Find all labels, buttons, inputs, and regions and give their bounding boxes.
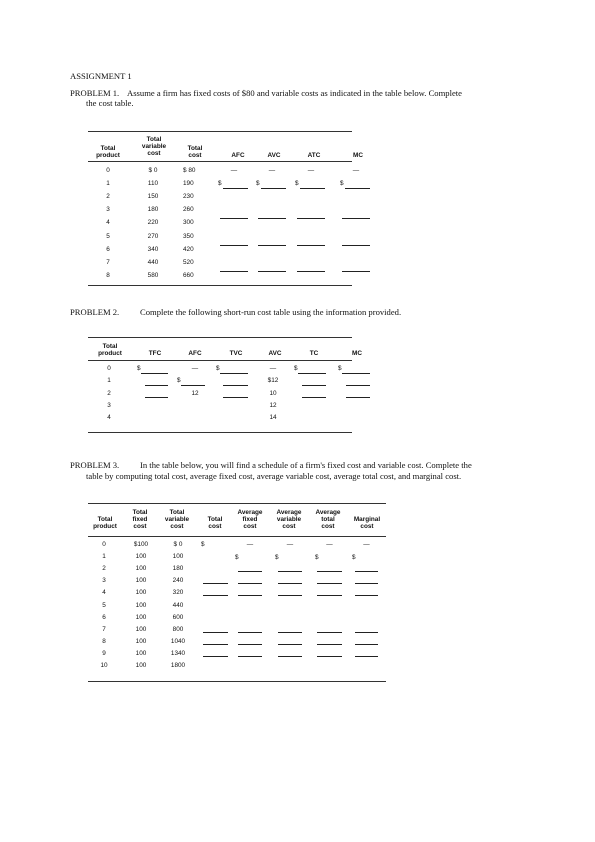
p1-blank-avc[interactable] (258, 271, 286, 272)
p3-blank-atc[interactable] (317, 656, 342, 657)
p1-cell-tc: 190 (183, 180, 194, 188)
p2-cell-tc-dollar: $ (294, 365, 298, 372)
p3-cell-tfc: 100 (135, 589, 147, 597)
p3-header-tvc: Total variable cost (164, 509, 190, 530)
p3-cell-total-product: 10 (100, 662, 108, 669)
p3-cell-total-product: 2 (102, 565, 106, 573)
p3-header-mc: Marginal cost (353, 516, 381, 530)
problem3-header-rule (88, 536, 386, 537)
p2-cell-mc-dollar: $ (338, 365, 342, 372)
p3-cell-tfc: 100 (135, 662, 147, 669)
p3-cell-tvc: 1800 (170, 662, 186, 669)
p1-cell-tvc: 340 (147, 245, 159, 253)
p2-cell-afc: — (191, 365, 199, 372)
p3-header-avc: Average variable cost (276, 509, 302, 530)
p2-cell-tfc-dollar: $ (137, 365, 141, 372)
p1-cell-total-product: 7 (106, 258, 110, 266)
p2-cell-avc: — (269, 365, 277, 372)
p1-blank-afc[interactable] (223, 188, 248, 189)
p3-blank-afc[interactable] (238, 571, 262, 572)
p2-blank-tfc[interactable] (141, 373, 168, 374)
p1-header-total-product: Total product (96, 145, 120, 159)
p3-blank-afc[interactable] (238, 632, 262, 633)
problem2-bottom-rule (88, 432, 352, 433)
p3-cell-tfc: 100 (135, 613, 147, 621)
p1-blank-atc[interactable] (297, 245, 325, 246)
p1-blank-afc[interactable] (220, 218, 248, 219)
p3-cell-total-product: 6 (102, 613, 106, 621)
problem1-text-line1: Assume a firm has fixed costs of $80 and variable costs as indicated in the table below. Complete (127, 88, 462, 98)
p3-blank-mc[interactable] (355, 656, 378, 657)
p1-cell-tc: 350 (183, 232, 194, 240)
p1-cell-avc-dollar: $ (256, 180, 260, 188)
p1-cell-afc-dollar: $ (218, 180, 222, 188)
p3-blank-afc[interactable] (238, 583, 262, 584)
p2-cell-total-product: 4 (107, 414, 111, 422)
p3-cell-total-product: 8 (102, 637, 106, 645)
p2-blank-tfc[interactable] (145, 397, 168, 398)
p3-cell-tfc: $100 (133, 541, 149, 548)
problem1-header-rule (88, 161, 352, 162)
p1-blank-atc[interactable] (297, 271, 325, 272)
p3-cell-total-product: 7 (102, 625, 106, 633)
p1-blank-mc[interactable] (342, 271, 370, 272)
p3-cell-afc-dollar: $ (235, 554, 239, 562)
problem3-text-line1: In the table below, you will find a schedule of a firm's fixed cost and variable cost. Complete the (140, 460, 472, 470)
p3-blank-tc[interactable] (203, 632, 228, 633)
problem1-bottom-rule (88, 285, 352, 286)
p2-header-avc: AVC (268, 350, 282, 357)
p2-blank-tvc[interactable] (220, 373, 248, 374)
p3-cell-tfc: 100 (135, 553, 147, 561)
p1-cell-tvc: $ 0 (148, 167, 158, 174)
p3-cell-tvc: 1040 (170, 637, 186, 645)
p1-cell-total-product: 4 (106, 219, 110, 227)
p3-blank-atc[interactable] (317, 571, 342, 572)
p3-cell-atc-dash: — (326, 541, 333, 548)
p3-cell-tvc: 180 (172, 565, 184, 573)
p1-cell-mc-dollar: $ (340, 180, 344, 188)
p3-blank-avc[interactable] (278, 583, 302, 584)
p1-blank-atc[interactable] (297, 218, 325, 219)
p3-blank-atc[interactable] (317, 632, 342, 633)
p3-header-total-product: Total product (93, 516, 117, 530)
p2-cell-total-product: 0 (107, 365, 111, 372)
p1-header-avc: AVC (267, 152, 281, 159)
p3-blank-tc[interactable] (203, 595, 228, 596)
problem1-label: PROBLEM 1. (70, 88, 120, 98)
p1-cell-avc-dash: — (268, 167, 276, 174)
p2-cell-afc-dollar: $ (177, 377, 181, 385)
p3-blank-avc[interactable] (278, 571, 302, 572)
p3-blank-mc[interactable] (355, 595, 378, 596)
p3-blank-mc[interactable] (355, 644, 378, 645)
assignment-title: ASSIGNMENT 1 (70, 71, 132, 81)
p1-header-tc: Total cost (187, 145, 203, 159)
p3-cell-avc-dollar: $ (275, 554, 279, 562)
p3-cell-tfc: 100 (135, 637, 147, 645)
p2-blank-mc[interactable] (346, 385, 370, 386)
p1-cell-tc: 230 (183, 193, 194, 201)
p3-blank-atc[interactable] (317, 595, 342, 596)
p1-cell-total-product: 6 (106, 245, 110, 253)
p3-blank-mc[interactable] (355, 583, 378, 584)
p3-header-tfc: Total fixed cost (132, 509, 148, 530)
problem3-label: PROBLEM 3. (70, 460, 120, 470)
p2-cell-total-product: 1 (107, 377, 111, 385)
p1-blank-atc[interactable] (300, 188, 325, 189)
p2-blank-mc[interactable] (346, 397, 370, 398)
p2-blank-tc[interactable] (302, 385, 326, 386)
p1-blank-mc[interactable] (342, 218, 370, 219)
p3-blank-avc[interactable] (278, 632, 302, 633)
p2-cell-avc: 14 (269, 414, 277, 422)
p3-blank-afc[interactable] (238, 595, 262, 596)
p3-blank-mc[interactable] (355, 571, 378, 572)
p3-header-afc: Average fixed cost (237, 509, 263, 530)
p2-cell-avc: $12 (267, 377, 279, 385)
p2-blank-tvc[interactable] (223, 397, 248, 398)
p3-blank-avc[interactable] (278, 595, 302, 596)
p3-blank-afc[interactable] (238, 656, 262, 657)
p1-header-mc: MC (353, 152, 363, 159)
p1-cell-total-product: 8 (106, 271, 110, 279)
p1-cell-tvc: 580 (147, 271, 159, 279)
p1-cell-tc: 520 (183, 258, 194, 266)
p1-cell-total-product: 1 (106, 180, 110, 188)
p1-blank-mc[interactable] (342, 245, 370, 246)
problem3-text-line2: table by computing total cost, average fixed cost, average variable cost, average total cost, and marginal cost. (86, 471, 462, 481)
problem2-top-rule (88, 337, 352, 338)
p3-cell-tvc: 800 (172, 625, 184, 633)
p3-header-tc: Total cost (207, 516, 223, 530)
p2-header-tfc: TFC (148, 350, 162, 357)
problem3-top-rule (88, 503, 386, 504)
p1-cell-total-product: 3 (106, 206, 110, 214)
p3-cell-total-product: 5 (102, 601, 106, 609)
p2-header-afc: AFC (188, 350, 202, 357)
p3-cell-total-product: 0 (102, 541, 106, 548)
problem2-header-rule (88, 360, 352, 361)
p1-cell-tc: 300 (183, 219, 194, 227)
p3-cell-tfc: 100 (135, 625, 147, 633)
p2-blank-mc[interactable] (342, 373, 370, 374)
p3-blank-tc[interactable] (203, 583, 228, 584)
p3-cell-mc-dollar: $ (352, 554, 356, 562)
p3-cell-tfc: 100 (135, 577, 147, 585)
p3-blank-atc[interactable] (317, 583, 342, 584)
p1-cell-tvc: 220 (147, 219, 159, 227)
p2-blank-tc[interactable] (302, 397, 326, 398)
p2-blank-afc[interactable] (181, 385, 205, 386)
p3-cell-total-product: 1 (102, 553, 106, 561)
p2-cell-total-product: 3 (107, 401, 111, 409)
p1-cell-total-product: 0 (106, 167, 110, 174)
p3-cell-afc-dash: — (246, 541, 254, 548)
p3-cell-tfc: 100 (135, 601, 147, 609)
p3-cell-tvc: 600 (172, 613, 184, 621)
p1-cell-tvc: 150 (147, 193, 159, 201)
p1-cell-tc: 420 (183, 245, 194, 253)
p3-cell-avc-dash: — (286, 541, 294, 548)
problem1-text-line2: the cost table. (86, 98, 134, 108)
p3-blank-atc[interactable] (317, 644, 342, 645)
problem3-bottom-rule (88, 681, 386, 682)
p1-blank-afc[interactable] (220, 245, 248, 246)
p1-cell-tvc: 270 (147, 232, 159, 240)
p3-cell-tvc: 1340 (170, 649, 186, 657)
p2-header-tvc: TVC (229, 350, 243, 357)
p1-blank-avc[interactable] (258, 218, 286, 219)
p2-blank-tvc[interactable] (223, 385, 248, 386)
p1-cell-tc: 260 (183, 206, 194, 214)
p3-cell-mc-dash: — (363, 541, 370, 548)
p1-cell-total-product: 2 (106, 193, 110, 201)
p2-header-tc: TC (309, 350, 319, 357)
p1-header-atc: ATC (307, 152, 321, 159)
p1-cell-atc-dollar: $ (295, 180, 299, 188)
p3-blank-tc[interactable] (203, 644, 228, 645)
p2-cell-tvc-dollar: $ (216, 365, 220, 372)
p2-header-total-product: Total product (98, 343, 122, 357)
p2-cell-avc: 10 (269, 389, 277, 397)
problem2-text: Complete the following short-run cost table using the information provided. (140, 307, 402, 317)
p3-cell-total-product: 9 (102, 649, 106, 657)
p1-cell-total-product: 5 (106, 232, 110, 240)
p1-cell-mc-dash: — (352, 167, 360, 174)
p1-header-afc: AFC (231, 152, 245, 159)
p3-cell-tvc: 240 (172, 577, 184, 585)
p1-cell-tvc: 110 (147, 180, 159, 188)
p3-blank-tc[interactable] (203, 656, 228, 657)
p3-cell-tvc: 100 (172, 553, 184, 561)
p3-cell-total-product: 3 (102, 577, 106, 585)
p1-blank-avc[interactable] (261, 188, 286, 189)
p3-blank-avc[interactable] (278, 644, 302, 645)
problem1-top-rule (88, 131, 352, 132)
problem2-label: PROBLEM 2. (70, 307, 120, 317)
p3-cell-tfc: 100 (135, 565, 147, 573)
p2-cell-total-product: 2 (107, 389, 111, 397)
p1-blank-avc[interactable] (258, 245, 286, 246)
p3-cell-atc-dollar: $ (315, 554, 319, 562)
p2-blank-tfc[interactable] (145, 385, 168, 386)
p3-blank-mc[interactable] (355, 632, 378, 633)
p3-cell-tvc: 440 (172, 601, 184, 609)
p3-blank-avc[interactable] (278, 656, 302, 657)
p1-cell-tc: $ 80 (183, 167, 196, 174)
p3-cell-tvc: $ 0 (173, 541, 183, 548)
p3-blank-afc[interactable] (238, 644, 262, 645)
p2-cell-avc: 12 (269, 401, 277, 409)
p2-cell-afc: 12 (191, 389, 199, 397)
p3-cell-tc-dollar: $ (201, 541, 205, 548)
p1-cell-tc: 660 (183, 271, 194, 279)
p1-cell-tvc: 440 (147, 258, 159, 266)
p1-blank-mc[interactable] (345, 188, 370, 189)
p1-blank-afc[interactable] (220, 271, 248, 272)
p3-cell-tvc: 320 (172, 589, 184, 597)
p1-cell-afc-dash: — (230, 167, 238, 174)
p3-cell-tfc: 100 (135, 649, 147, 657)
p3-cell-total-product: 4 (102, 589, 106, 597)
p2-blank-tc[interactable] (298, 373, 326, 374)
p2-header-mc: MC (352, 350, 362, 357)
p1-header-tvc: Total variable cost (141, 136, 167, 157)
p3-header-atc: Average total cost (315, 509, 341, 530)
p1-cell-tvc: 180 (147, 206, 159, 214)
p1-cell-atc-dash: — (307, 167, 315, 174)
